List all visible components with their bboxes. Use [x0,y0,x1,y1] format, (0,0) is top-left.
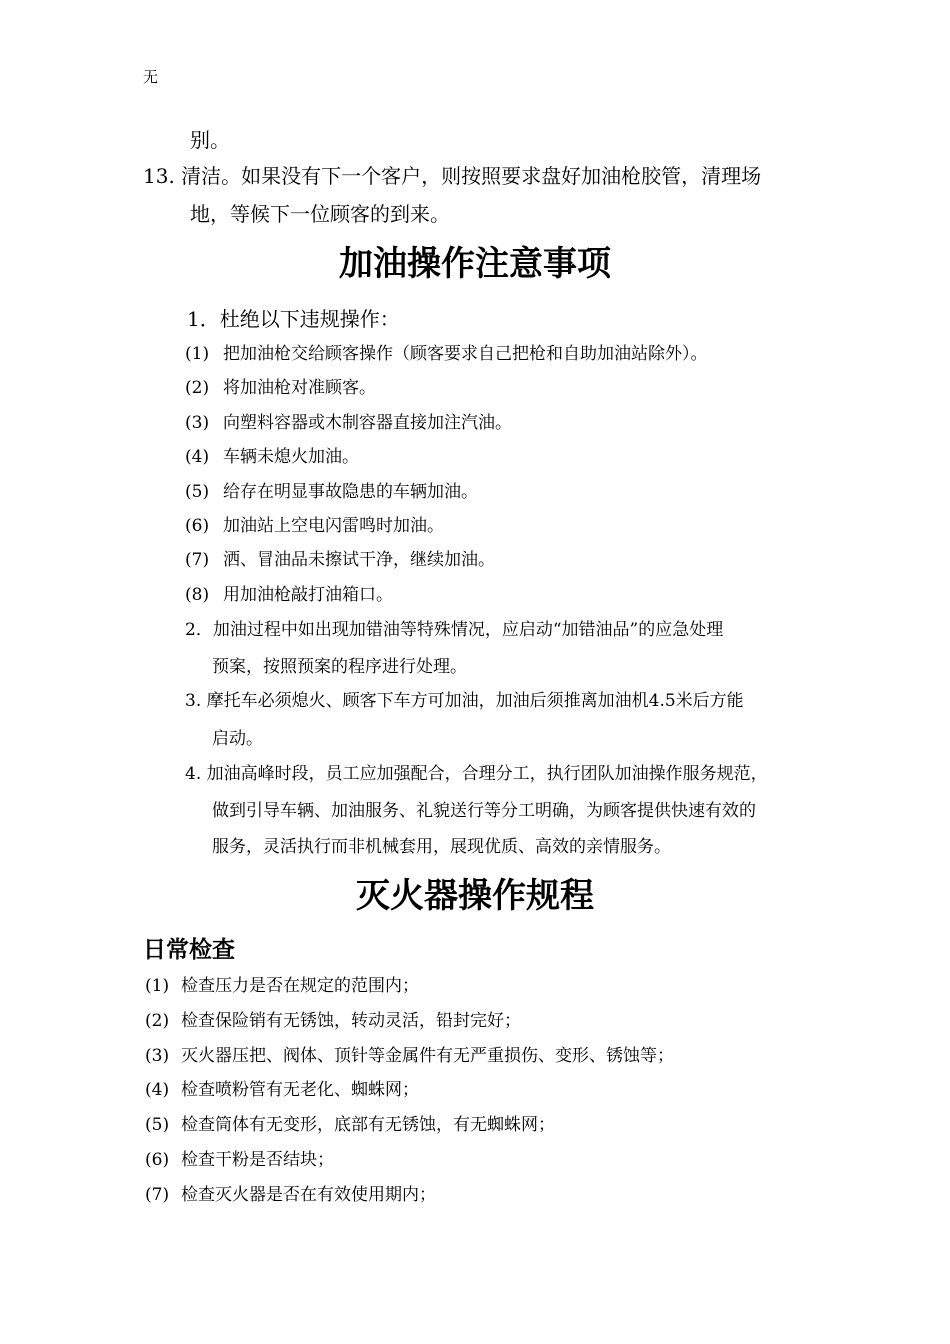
violation-num: (5) [185,482,210,502]
check-text: 检查筒体有无变形，底部有无锈蚀，有无蜘蛛网； [181,1115,555,1135]
violation-item [185,511,444,536]
subhead-daily-check: 日常检查 [143,936,235,963]
violation-item [185,580,393,605]
check-item [145,1006,521,1031]
point-4-line-1: 4. 加油高峰时段，员工应加强配合，合理分工，执行团队加油操作服务规范， [185,764,768,784]
violation-text: 加油站上空电闪雷鸣时加油。 [223,516,444,536]
check-item [145,1041,674,1066]
section-title-refueling-notes: 加油操作注意事项 [339,244,611,284]
violation-item [185,373,376,398]
violation-text: 车辆未熄火加油。 [223,447,359,467]
violation-item [185,545,495,570]
violation-text: 把加油枪交给顾客操作（顾客要求自己把枪和自助加油站除外）。 [223,344,708,364]
violation-num: (1) [185,344,210,364]
check-text: 检查干粉是否结块； [181,1150,334,1170]
violation-num: (2) [185,378,210,398]
section-title-extinguisher: 灭火器操作规程 [356,876,594,916]
violation-item [185,408,512,433]
check-item [145,1180,436,1205]
check-text: 检查灭火器是否在有效使用期内； [181,1185,436,1205]
check-text: 灭火器压把、阀体、顶针等金属件有无严重损伤、变形、锈蚀等； [181,1046,674,1066]
violation-text: 将加油枪对准顾客。 [223,378,376,398]
violation-num: (4) [185,447,210,467]
check-num: (5) [145,1115,170,1135]
check-item [145,1110,555,1135]
violation-text: 给存在明显事故隐患的车辆加油。 [223,482,478,502]
check-text: 检查喷粉管有无老化、蜘蛛网； [181,1080,419,1100]
check-num: (2) [145,1011,170,1031]
check-text: 检查保险销有无锈蚀，转动灵活，铅封完好； [181,1011,521,1031]
continuation-text: 别。 [190,128,230,152]
violation-num: (6) [185,516,210,536]
violation-item [185,442,359,467]
violation-num: (8) [185,585,210,605]
check-item [145,1145,334,1170]
check-num: (6) [145,1150,170,1170]
point-4-line-3: 服务，灵活执行而非机械套用，展现优质、高效的亲情服务。 [212,837,671,857]
check-text: 检查压力是否在规定的范围内； [181,976,419,996]
point-4-line-2: 做到引导车辆、加油服务、礼貌送行等分工明确，为顾客提供快速有效的 [212,801,756,821]
point-3-line-2: 启动。 [212,729,263,749]
check-num: (3) [145,1046,170,1066]
violation-num: (3) [185,413,210,433]
point-2-line-1: 2．加油过程中如出现加错油等特殊情况，应启动“加错油品”的应急处理 [185,620,724,640]
check-num: (7) [145,1185,170,1205]
violation-item [185,477,478,502]
check-num: (4) [145,1080,170,1100]
check-item [145,1075,419,1100]
violation-item [185,339,708,364]
check-num: (1) [145,976,170,996]
violation-num: (7) [185,550,210,570]
violation-text: 向塑料容器或木制容器直接加注汽油。 [223,413,512,433]
point-3-line-1: 3. 摩托车必须熄火、顾客下车方可加油，加油后须推离加油机4.5米后方能 [185,691,744,711]
point-2-line-2: 预案，按照预案的程序进行处理。 [212,657,467,677]
violation-text: 洒、冒油品未擦试干净，继续加油。 [223,550,495,570]
check-item [145,971,419,996]
item-13-line-1: 13. 清洁。如果没有下一个客户，则按照要求盘好加油枪胶管，清理场 [143,164,762,188]
item-13-line-2: 地，等候下一位顾客的到来。 [190,202,450,226]
point-1-heading: 1．杜绝以下违规操作： [187,307,400,331]
violation-text: 用加油枪敲打油箱口。 [223,585,393,605]
header-mark: 无 [143,68,159,86]
